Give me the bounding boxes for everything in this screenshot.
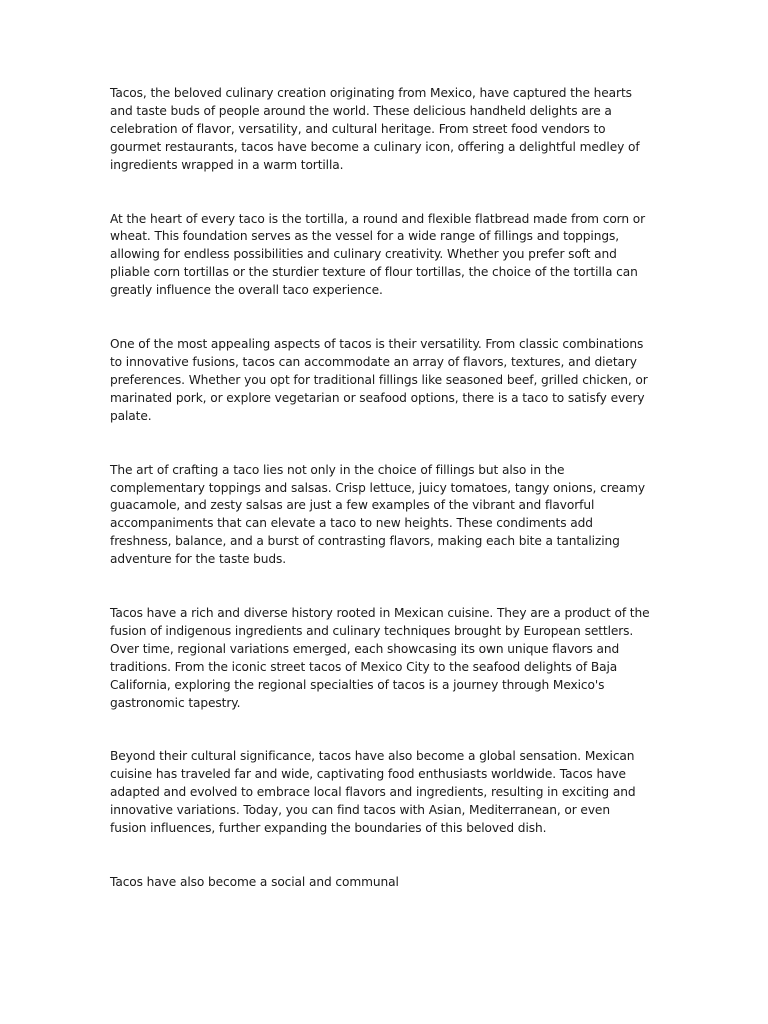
paragraph-2: At the heart of every taco is the tortilla, a round and flexible flatbread made from corn or wheat. This foundation serves as the vessel for a wide range of fillings and toppings, allowing for endless possibilities and culinary creativity. Whether you prefer soft and pliable corn tortillas or the sturdier texture of flour tortillas, the choice of the tortilla can greatly influence the overall taco experience. (110, 211, 646, 298)
paragraph-4: The art of crafting a taco lies not only in the choice of fillings but also in the complementary toppings and salsas. Crisp lettuce, juicy tomatoes, tangy onions, creamy guacamole, and zesty salsas are just a few examples of the vibrant and flavorful accompaniments that can elevate a taco to new heights. These condiments add freshness, balance, and a burst of contrasting flavors, making each bite a tantalizing adventure for the taste buds. (110, 462, 645, 567)
document-body (110, 85, 650, 928)
paragraph-6: Beyond their cultural significance, tacos have also become a global sensation. Mexican cuisine has traveled far and wide, captivating food enthusiasts worldwide. Tacos have adapted and evolved to embrace local flavors and ingredients, resulting in exciting and innovative variations. Today, you can find tacos with Asian, Mediterranean, or even fusion influences, further expanding the boundaries of this beloved dish. (110, 749, 636, 836)
paragraph-7: Tacos have also become a social and communal (110, 875, 399, 889)
paragraph-5: Tacos have a rich and diverse history rooted in Mexican cuisine. They are a product of the fusion of indigenous ingredients and culinary techniques brought by European settlers. Over time, regional variations emerged, each showcasing its own unique flavors and traditions. From the iconic street tacos of Mexico City to the seafood delights of Baja California, exploring the regional specialties of tacos is a journey through Mexico's gastronomic tapestry. (110, 606, 650, 710)
paragraph-3: One of the most appealing aspects of tacos is their versatility. From classic combinations to innovative fusions, tacos can accommodate an array of flavors, textures, and dietary preferences. Whether you opt for traditional fillings like seasoned beef, grilled chicken, or marinated pork, or explore vegetarian or seafood options, there is a taco to satisfy every palate. (110, 337, 648, 423)
paragraph-1: Tacos, the beloved culinary creation originating from Mexico, have captured the hearts and taste buds of people around the world. These delicious handheld delights are a celebration of flavor, versatility, and cultural heritage. From street food vendors to gourmet restaurants, tacos have become a culinary icon, offering a delightful medley of ingredients wrapped in a warm tortilla. (110, 86, 640, 172)
